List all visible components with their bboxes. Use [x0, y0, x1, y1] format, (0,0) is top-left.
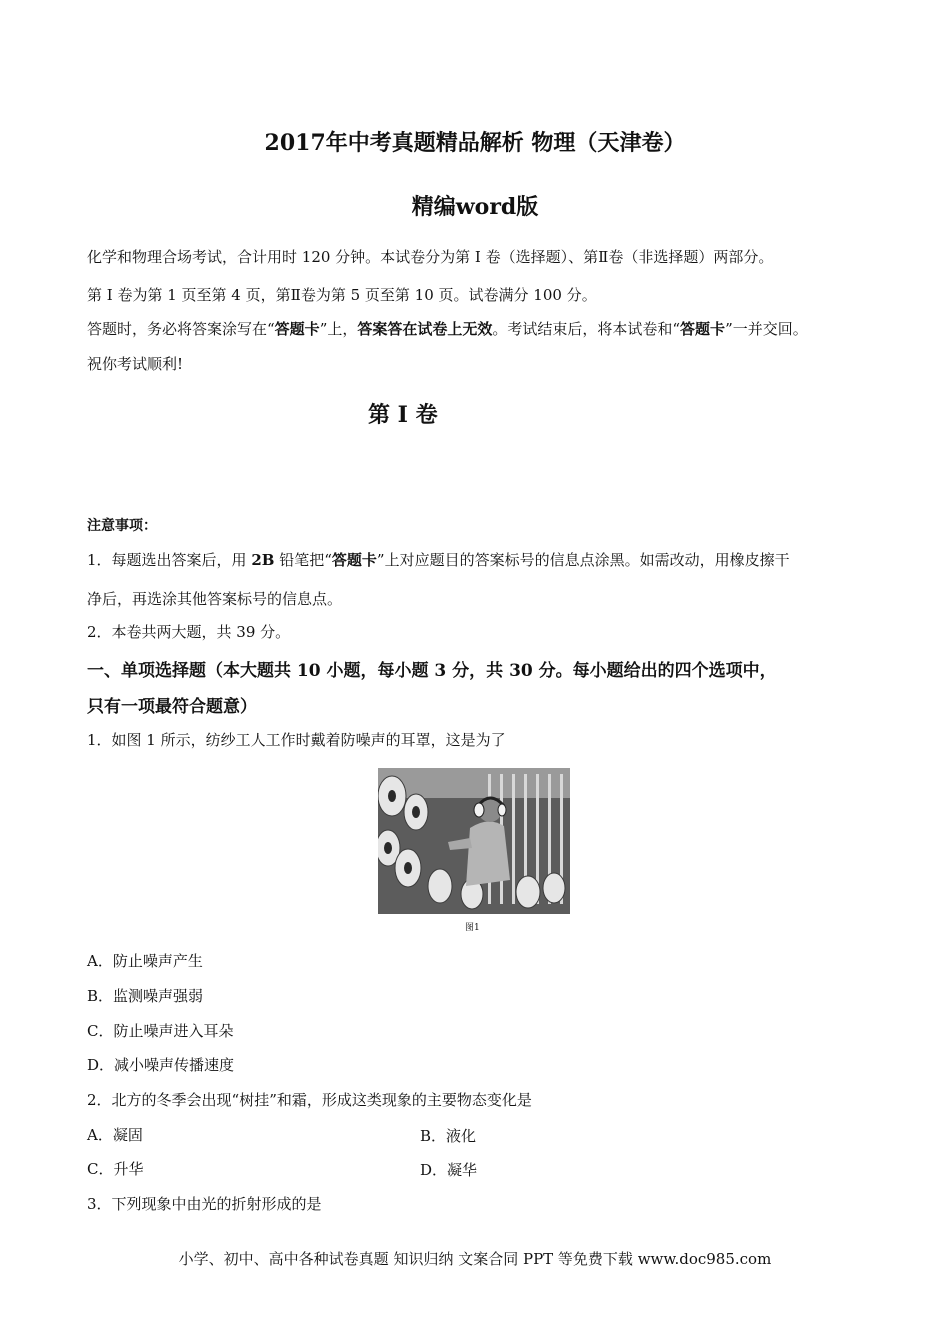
note-1 — [87, 550, 790, 570]
intro-line-3-part-c: ”上， — [319, 320, 358, 338]
answer-card-term-2: 答题卡 — [680, 320, 726, 338]
note-1-line-2: 净后，再选涂其他答案标号的信息点。 — [87, 590, 343, 608]
answer-card-term-3: 答题卡 — [331, 551, 377, 569]
intro-line-4: 祝你考试顺利! — [87, 355, 184, 373]
question-2-option-c: C．升华 — [87, 1160, 144, 1178]
question-2-stem: 2．北方的冬季会出现“树挂”和霜，形成这类现象的主要物态变化是 — [87, 1091, 532, 1109]
question-2-option-a: A．凝固 — [87, 1126, 143, 1144]
invalid-answer-warning: 答案答在试卷上无效 — [357, 320, 493, 338]
question-1-option-b: B．监测噪声强弱 — [87, 987, 204, 1005]
section-1-heading: 一、单项选择题（本大题共 10 小题，每小题 3 分，共 30 分。每小题给出的四个选项中， — [87, 661, 777, 681]
answer-card-term: 答题卡 — [274, 320, 320, 338]
textile-worker-photo — [378, 768, 570, 914]
part-title: 第 I 卷 — [368, 402, 438, 428]
notes-heading: 注意事项： — [87, 518, 157, 534]
question-1-option-a: A．防止噪声产生 — [87, 952, 203, 970]
page-footer: 小学、初中、高中各种试卷真题 知识归纳 文案合同 PPT 等免费下载 www.doc985.com — [178, 1250, 772, 1268]
question-3-stem: 3．下列现象中由光的折射形成的是 — [87, 1195, 322, 1213]
intro-line-3-part-a: 答题时，务必将答案涂写在“ — [87, 320, 275, 338]
note-1-part-e: ”上对应题目的答案标号的信息点涂黑。如需改动，用橡皮擦干 — [376, 551, 790, 569]
intro-line-3-part-e: 。考试结束后，将本试卷和“ — [492, 320, 681, 338]
intro-line-3 — [87, 319, 808, 339]
document-title: 2017年中考真题精品解析 物理（天津卷） — [264, 130, 686, 156]
figure-1-caption: 图1 — [465, 923, 480, 933]
intro-line-3-part-g: ”一并交回。 — [725, 320, 808, 338]
question-1-option-d: D．减小噪声传播速度 — [87, 1056, 235, 1074]
question-2-option-b: B．液化 — [420, 1127, 477, 1145]
document-subtitle: 精编word版 — [411, 194, 539, 220]
intro-line-2: 第 I 卷为第 1 页至第 4 页，第Ⅱ卷为第 5 页至第 10 页。试卷满分 100 分。 — [87, 286, 597, 304]
question-1-option-c: C．防止噪声进入耳朵 — [87, 1022, 234, 1040]
question-2-option-d: D．凝华 — [420, 1161, 478, 1179]
note-2: 2．本卷共两大题，共 39 分。 — [87, 623, 291, 641]
pencil-type: 2B — [251, 551, 275, 569]
note-1-part-c: 铅笔把“ — [274, 551, 332, 569]
note-1-part-a: 1．每题选出答案后，用 — [87, 551, 252, 569]
intro-line-1: 化学和物理合场考试，合计用时 120 分钟。本试卷分为第 I 卷（选择题）、第Ⅱ卷（非选择题）两部分。 — [87, 248, 774, 266]
question-1-stem: 1．如图 1 所示，纺纱工人工作时戴着防噪声的耳罩，这是为了 — [87, 731, 506, 749]
section-1-heading-line-2: 只有一项最符合题意） — [87, 697, 257, 717]
figure-1-photo — [378, 768, 570, 914]
